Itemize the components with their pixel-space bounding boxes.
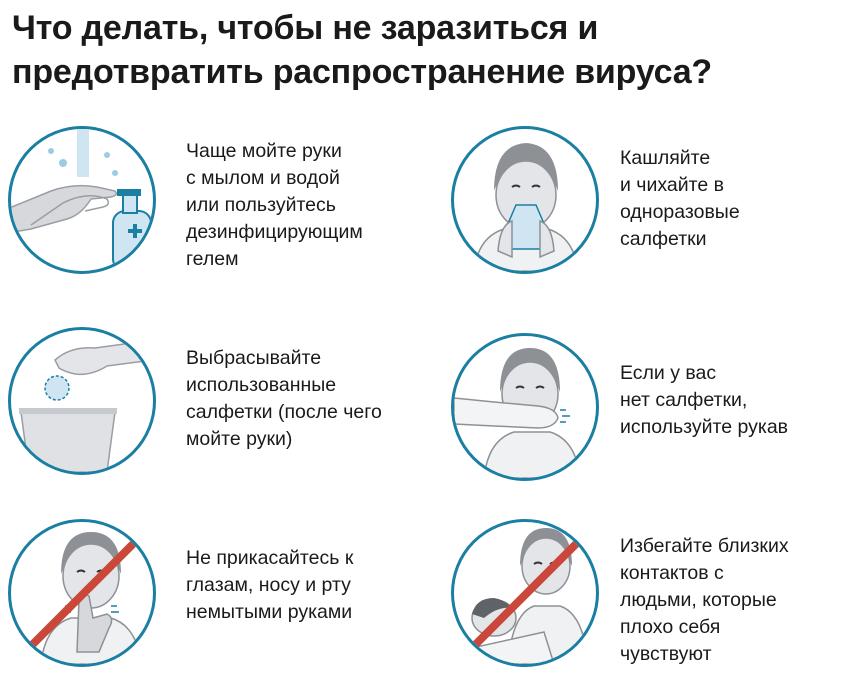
tip-sneeze-tissue-line: салфетки <box>620 228 707 250</box>
tip-wash-hands-line: или пользуйтесь <box>186 194 336 216</box>
page-title <box>12 6 842 94</box>
tip-avoid-contact-line: Избегайте близких <box>620 535 789 557</box>
tip-wash-hands-line: дезинфицирующим <box>186 221 363 243</box>
tip-throw-tissues-line: мойте руки) <box>186 428 293 450</box>
tip-avoid-contact-line: плохо себя <box>620 616 721 638</box>
tip-throw-tissues-line: салфетки (после чего <box>186 401 382 423</box>
no-face-touching-icon <box>8 519 156 667</box>
tip-no-touch-face-line: немытыми руками <box>186 601 353 623</box>
cough-into-sleeve-icon <box>451 333 599 481</box>
sneeze-into-tissue-icon <box>451 126 599 274</box>
tip-wash-hands-line: с мылом и водой <box>186 167 340 189</box>
tissue-bin-icon <box>8 327 156 475</box>
tip-no-touch-face-line: Не прикасайтесь к <box>186 547 354 569</box>
title-line-2: предотвратить распространение вируса? <box>12 53 712 91</box>
tip-throw-tissues-line: Выбрасывайте <box>186 347 322 369</box>
tip-wash-hands-line: гелем <box>186 248 239 270</box>
tip-no-touch-face-line: глазам, носу и рту <box>186 574 351 596</box>
tip-sneeze-tissue-line: и чихайте в <box>620 174 724 196</box>
tip-throw-tissues-line: использованные <box>186 374 337 396</box>
tip-cough-sleeve-line: Если у вас <box>620 362 717 384</box>
tip-cough-sleeve-line: используйте рукав <box>620 416 789 438</box>
tip-wash-hands-line: Чаще мойте руки <box>186 140 342 162</box>
tip-sneeze-tissue-line: одноразовые <box>620 201 740 223</box>
tip-cough-sleeve-line: нет салфетки, <box>620 389 748 411</box>
tip-avoid-contact-line: людьми, которые <box>620 589 777 611</box>
avoid-sick-contact-icon <box>451 519 599 667</box>
tip-sneeze-tissue-line: Кашляйте <box>620 147 711 169</box>
tip-avoid-contact-line: контактов с <box>620 562 724 584</box>
hand-washing-icon <box>8 126 156 274</box>
title-line-1: Что делать, чтобы не заразиться и <box>12 9 599 47</box>
tip-avoid-contact-line: чувствуют <box>620 643 712 665</box>
